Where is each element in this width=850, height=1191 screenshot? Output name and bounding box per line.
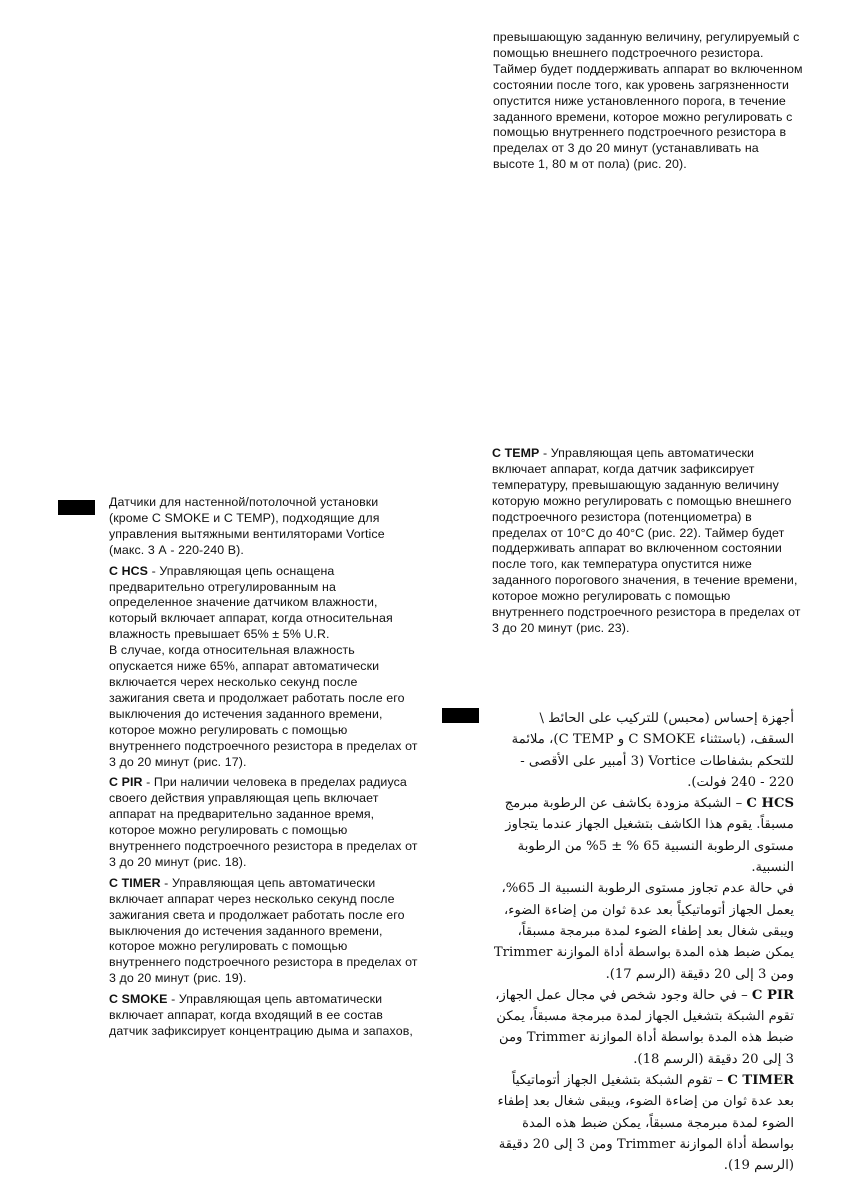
arabic-pir-text: – في حالة وجود شخص في مجال عمل الجهاز، تقوم الشبكة بتشغيل الجهاز لمدة مبرمجة مسبقاً، يمكن ضبط هذه المدة بواسطة أداة الموازنة Trimmer ومن 3 إلى 20 دقيقة (الرسم 18). (495, 987, 794, 1067)
arabic-hcs-paragraph (492, 793, 794, 878)
arabic-timer-text: – تقوم الشبكة بتشغيل الجهاز أتوماتيكياً بعد عدة ثوان من إضاءة الضوء، ويبقى شغال بعد إطفاء الضوء لمدة مبرمجة مسبقاً، يمكن ضبط هذه المدة بواسطة أداة الموازنة Trimmer ومن 3 إلى 20 دقيقة (الرسم 19). (497, 1073, 794, 1174)
hcs-paragraph (109, 564, 419, 644)
hcs-text: - Управляющая цепь оснащена предварительно отрегулированным на определенное значение датчиком влажности, который включает аппарат, когда относительная влажность превышает 65% ± 5% U.R. (109, 563, 393, 642)
arabic-pir-label: C PIR (751, 987, 794, 1003)
timer-text: - Управляющая цепь автоматически включает аппарат через несколько секунд после зажигания света и продолжает работать после его выключения до истечения заданного времени, которое можно регулировать с помощью внутреннего подстроечного резистора в пределах от 3 до 20 минут (рис. 19). (109, 875, 418, 986)
arabic-column (492, 708, 794, 1177)
section-marker-arabic (442, 708, 479, 723)
left-column (109, 495, 419, 1040)
arabic-hcs-label: C HCS (746, 796, 794, 812)
arabic-intro: أجهزة إحساس (محبس) للتركيب على الحائط \ السقف، (باستثناء C SMOKE و C TEMP)، ملائمة للتحكم بشفاطات Vortice (3 أمبير على الأقصى - 220 - 240 فولت). (511, 711, 794, 790)
arabic-timer-paragraph (492, 1070, 794, 1176)
temp-label: C TEMP (492, 446, 540, 460)
hcs-label: C HCS (109, 563, 149, 578)
arabic-hcs-text: – الشبكة مزودة بكاشف عن الرطوبة مبرمج مسبقاً. يقوم هذا الكاشف بتشغيل الجهاز عندما يتجاوز مستوى الرطوبة النسبية 65 % ± 5% من الرطوبة النسبية. (504, 796, 794, 876)
pir-label: C PIR (109, 775, 143, 790)
right-column (492, 446, 804, 637)
timer-paragraph (109, 876, 419, 987)
arabic-timer-label: C TIMER (727, 1073, 794, 1089)
top-right-paragraph (493, 30, 803, 173)
smoke-text: - Управляющая цепь автоматически включает аппарат, когда входящий в ее состав датчик зафиксирует концентрацию дыма и запахов, (109, 992, 413, 1038)
arabic-pir-paragraph (492, 985, 794, 1070)
pir-text: - При наличии человека в пределах радиуса своего действия управляющая цепь включает аппарат на предварительно заданное время, которое можно регулировать с помощью внутреннего подстроечного резистора в пределах от 3 до 20 минут (рис. 18). (109, 775, 418, 869)
smoke-label: C SMOKE (109, 992, 168, 1007)
smoke-paragraph (109, 992, 419, 1040)
timer-label: C TIMER (109, 875, 161, 890)
hcs-paragraph-2: В случае, когда относительная влажность опускается ниже 65%, аппарат автоматически включается черех несколько секунд после зажигания света и продолжает работать после его выключения до истечения заданного времени, которое можно регулировать с помощью внутреннего подстроечного резистора в пределах от 3 до 20 минут (рис. 17). (109, 643, 418, 769)
section-marker-russian (58, 500, 95, 515)
arabic-hcs-paragraph-2: في حالة عدم تجاوز مستوى الرطوبة النسبية الـ 65%، يعمل الجهاز أتوماتيكياً بعد عدة ثوان من إضاءة الضوء، ويبقى شغال بعد إطفاء الضوء لمدة مبرمجة مسبقاً، يمكن ضبط هذه المدة بواسطة أداة الموازنة Trimmer ومن 3 إلى 20 دقيقة (الرسم 17). (493, 881, 794, 982)
temp-text: - Управляющая цепь автоматически включает аппарат, когда датчик зафиксирует температуру, превышающую заданную величину которую можно регулировать с помощью внешнего подстроечного резистора (потенциометра) в пределах от 10°С до 40°С (рис. 22). Таймер будет поддерживать аппарат во включенном состоянии после того, как температура опустится ниже заданного порогового значения, в течение времени, которое можно регулировать с помощью внутреннего подстроечного резистора в пределах от 3 до 20 минут (рис. 23). (492, 446, 801, 635)
sensors-intro: Датчики для настенной/потолочной установки (кроме C SMOKE и C TEMP), подходящие для управления вытяжными вентиляторами Vortice (макс. 3 А - 220-240 В). (109, 495, 385, 557)
pir-paragraph (109, 775, 419, 870)
temp-paragraph (492, 446, 804, 637)
smoke-continuation-text: превышающую заданную величину, регулируемый с помощью внешнего подстроечного резистора. Таймер будет поддерживать аппарат во включенном состоянии после того, как уровень загрязненности опустится ниже установленного порога, в течение заданного времени, которое можно регулировать с помощью внутреннего подстроечного резистора в пределах от 3 до 20 минут (устанавливать на высоте 1, 80 м от пола) (рис. 20). (493, 30, 803, 172)
